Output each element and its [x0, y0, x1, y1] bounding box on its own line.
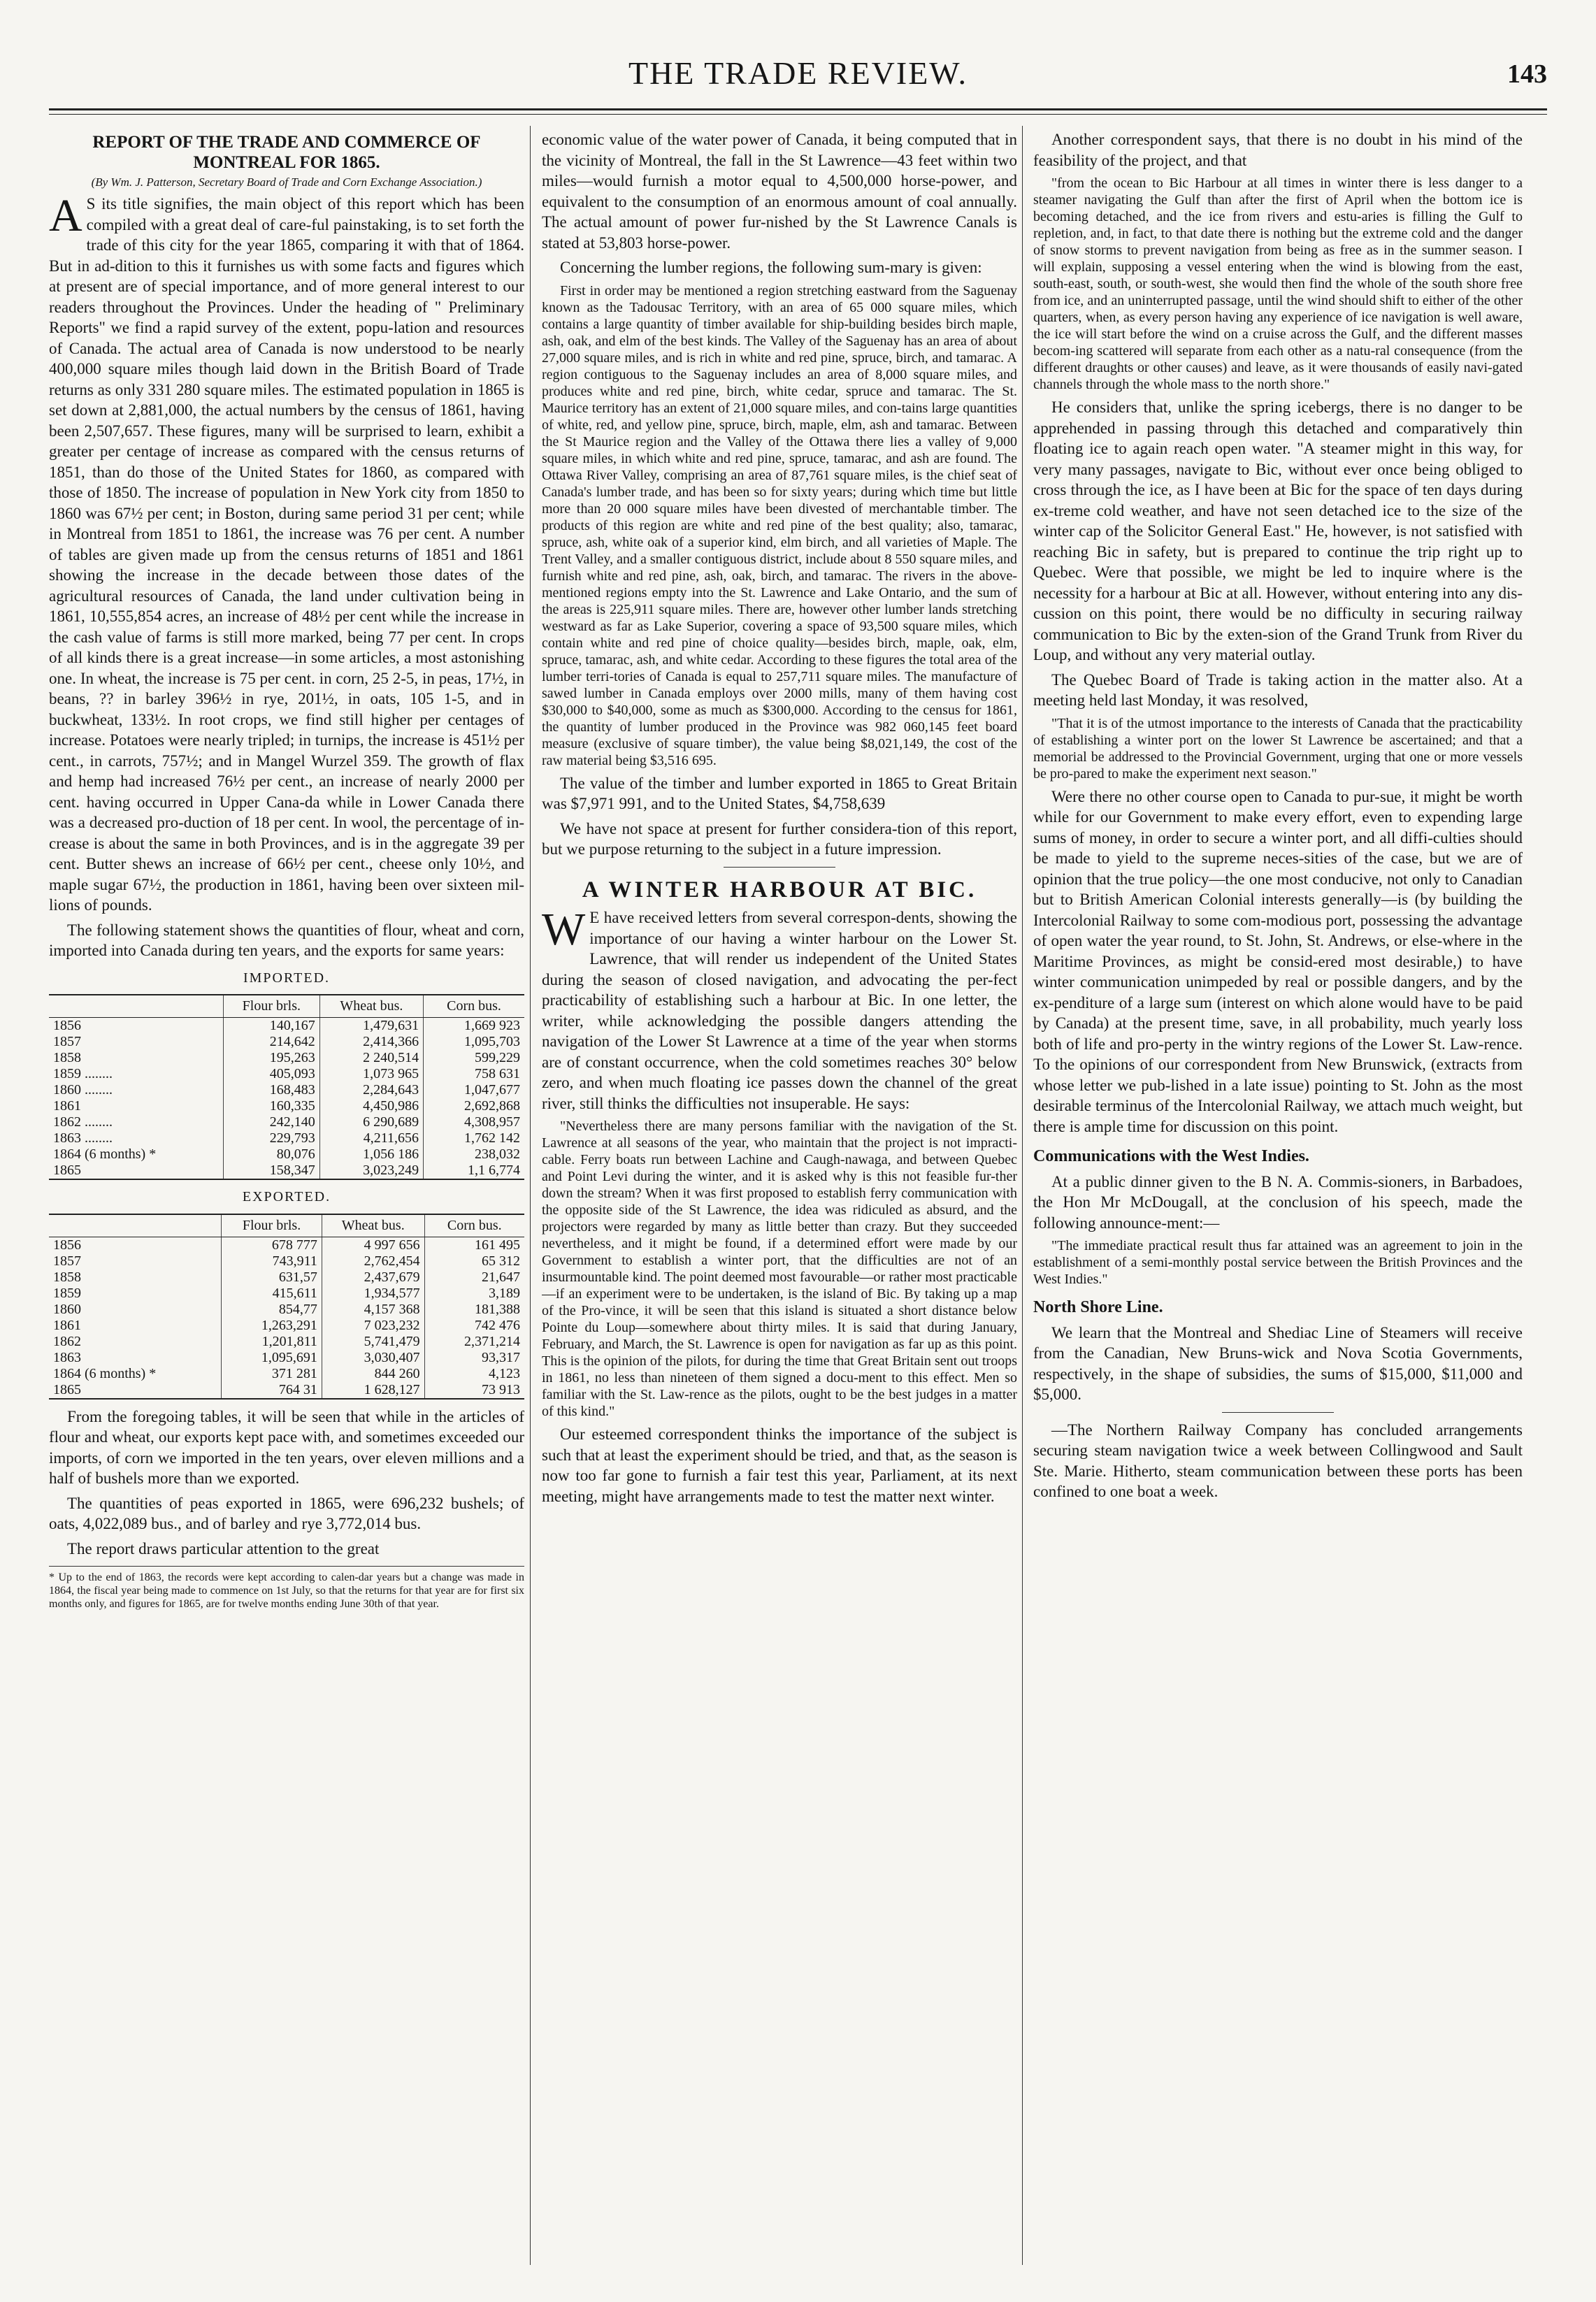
quoted-summary: First in order may be mentioned a region stretching eastward from the Saguenay known as the Tadousac Territory, with an area of 65 000 square miles, which contains a large quantity of timber available for ship-building besides birch maple, ash, oak, and elm of the best kinds. The Valley of the Saguenay has an area of about 27,000 square miles, and is rich in white and red pine, spruce, birch, and tamarac. A region contiguous to the Saguenay includes an area of 8,000 square miles, and produces white and red pine, birch, white cedar, spruce and tamarac. The St. Maurice territory has an extent of 21,000 square miles, and con-tains large quantities of white, red, and yellow pine, spruce, birch, maple, elm, ash and tamarac. Between the St Maurice region and the Valley of the Ottawa there lies a valley of 9,000 square miles, in which white and red pine, spruce, tamarac, and ash are found. The Ottawa River Valley, comprising an area of 87,761 square miles, is the chief seat of Canada's lumber trade, and has been so for sixty years; during which time but little more than 20 000 square miles have been divested of merchantable timber. The products of this region are white and red pine of the best quality; also, tamarac, spruce, ash, white oak of a superior kind, elm birch, and all varieties of Maple. The Trent Valley, and a smaller contiguous district, include about 8 550 square miles, and furnish white and red pine, ash, oak, birch, and tamarac. The rivers in the above-mentioned regions empty into the St. Lawrence and Lake Ontario, and the sum of the areas is 225,911 square miles. There are, however other lumber lands stretching westward as far as Lake Superior, covering a space of 93,500 square miles, which contain white and red pine of choice quality—besides birch, maple, oak, elm, spruce, tamarac, ash, and white cedar. According to these figures the total area of the lumber terri-tories of Canada is equal to 257,711 square miles. The manufacture of sawed lumber in Canada employs over 2000 mills, many of them having cost $30,000 to $40,000, some as much as $300,000. According to the census for 1861, the quantity of lumber produced in the Province was 982 060,145 feet board measure (exclusive of square timber), the value being $8,021,149, the cost of the raw material being $3,516 695.	[542, 282, 1017, 768]
table-cell: 1,762 142	[424, 1130, 524, 1146]
article-paragraph: The quantities of peas exported in 1865, were 696,232 bushels; of oats, 4,022,089 bus., and of barley and rye 3,772,014 bus.	[49, 1494, 524, 1532]
table-header: Wheat bus.	[319, 995, 423, 1018]
table-cell: 2,762,454	[322, 1253, 424, 1269]
table-row	[49, 1018, 524, 1035]
article-paragraph: —The Northern Railway Company has concluded arrangements securing steam navigation twice a week between Collingwood and Sault Ste. Marie. Hitherto, steam communication between these ports has been confined to one boat a week.	[1033, 1420, 1523, 1500]
table-cell: 4 997 656	[322, 1237, 424, 1253]
quoted-letter: "from the ocean to Bic Harbour at all times in winter there is less danger to a steamer navigating the Gulf than after the first of April when the bottom ice is becoming detached, and the ice from rivers and estu-aries is filling the Gulf to repletion, and, in fact, to that date there is nothing but the extreme cold and the danger of snow storms to prevent navigation from being as free as in the summer season. I will explain, supposing a vessel entering when the wind is blowing from the east, south-east, south, or south-west, she would then find the whole of the south shore free from ice, and an uninterrupted passage, until the wind should shift to either of the other quarters, when, as every person having any experience of ice navigation is well aware, the ice will start before the wind on a cruise across the Gulf, and the different masses becom-ing scattered will separate from each other as a natu-ral consequence (from the different draughts or other causes) and leave, as it were thousands of easily navi-gated channels through the whole mass to the north shore."	[1033, 175, 1523, 392]
header-rule	[49, 108, 1547, 110]
article-paragraph: Another correspondent says, that there is no doubt in his mind of the feasibility of the project, and that	[1033, 131, 1523, 169]
table-cell: 1,479,631	[319, 1018, 423, 1035]
table-cell: 2,437,679	[322, 1269, 424, 1286]
article-paragraph: W E have received letters from several correspon-dents, showing the importance of our having a winter harbour on the Lower St. Lawrence, that will render us independent of the United States during the season of closed navigation, and advocating the per-fect practicability of establishing such a harbour at Bic. In one letter, the writer, while acknowledging the possible dangers attending the navigation of the Lower St Lawrence at a time of the year when storms are of constant occurrence, when the cold sometimes reaches 30° below zero, and when much floating ice passes down the channel of the great river, still thinks the difficulties not insuperable. He says:	[542, 904, 1017, 1112]
table-cell: 1,095,691	[222, 1350, 322, 1366]
table-row	[49, 1114, 524, 1130]
table-row	[49, 1334, 524, 1350]
table-cell: 1,201,811	[222, 1334, 322, 1350]
section-rule	[1222, 1412, 1334, 1413]
table-cell: 158,347	[223, 1163, 319, 1179]
table-cell: 1865	[49, 1382, 222, 1399]
table-cell: 1859	[53, 1285, 81, 1301]
page-number: 143	[1507, 59, 1547, 89]
article-paragraph: We learn that the Montreal and Shediac Line of Steamers will receive from the Canadian, New Bruns-wick and Nova Scotia Governments, respectively, in the shape of subsidies, the sums of $15,000, $11,000 and $5,000.	[1033, 1323, 1523, 1403]
table-cell: 161 495	[424, 1237, 524, 1253]
table-cell: 3,030,407	[322, 1350, 424, 1366]
table-row	[49, 1163, 524, 1179]
table-cell: 6 290,689	[319, 1114, 423, 1130]
table-cell: 1860 ........	[53, 1082, 113, 1098]
article-paragraph: Concerning the lumber regions, the following sum-mary is given:	[560, 259, 982, 276]
table-row	[49, 1146, 524, 1163]
table-cell: 1863 ........	[53, 1130, 113, 1146]
table-cell: 1 628,127	[322, 1382, 424, 1399]
table-cell: 2,414,366	[319, 1034, 423, 1050]
table-cell: 4,308,957	[424, 1114, 524, 1130]
table-row	[49, 1366, 524, 1382]
table-row	[49, 1130, 524, 1146]
table-cell: 1858	[53, 1269, 81, 1285]
table-cell: 4,450,986	[319, 1098, 423, 1114]
table-header: Flour brls.	[223, 995, 319, 1018]
table-row	[49, 1286, 524, 1302]
table-cell: 181,388	[424, 1302, 524, 1318]
table-cell: 160,335	[223, 1098, 319, 1114]
article-paragraph: From the foregoing tables, it will be seen that while in the articles of flour and wheat, our exports kept pace with, and sometimes exceeded our imports, of corn we imported in the ten years, over eleven millions and a half of bushels more than we exported.	[49, 1407, 524, 1487]
section-heading: North Shore Line.	[1033, 1298, 1163, 1316]
table-cell: 3,189	[424, 1286, 524, 1302]
table-row	[49, 1302, 524, 1318]
resolution-quote: "That it is of the utmost importance to the interests of Canada that the practicability of establishing a winter port on the lower St Lawrence be ascertained; and that a memorial be addressed to the Provincial Government, urging that one or more vessels be pro-pared to make the experiment next season."	[1033, 715, 1523, 782]
table-header	[49, 1214, 222, 1237]
table-cell: 1856	[53, 1018, 81, 1033]
table-cell: 1,056 186	[319, 1146, 423, 1163]
table-cell: 631,57	[222, 1269, 322, 1286]
table-row	[49, 1066, 524, 1082]
article-paragraph: The following statement shows the quantities of flour, wheat and corn, imported into Canada during ten years, and the exports for same years:	[49, 921, 524, 959]
column-divider	[530, 126, 531, 2265]
quoted-announcement: "The immediate practical result thus far attained was an agreement to join in the establishment of a semi-monthly postal service between the British Provinces and the West Indies."	[1033, 1238, 1523, 1287]
table-cell: 80,076	[223, 1146, 319, 1163]
article-paragraph: economic value of the water power of Canada, it being computed that in the vicinity of Montreal, the fall in the St Lawrence—43 feet within two miles—would furnish a motor equal to 4,500,000 horse-power, and equivalent to the consumption of an enormous amount of coal annually. The actual amount of power fur-nished by the St Lawrence Canals is stated at 53,803 horse-power.	[542, 131, 1017, 252]
column-1	[49, 129, 524, 2268]
table-cell: 1864 (6 months) *	[53, 1146, 157, 1162]
table-cell: 1860	[53, 1301, 81, 1317]
table-cell: 1,669 923	[424, 1018, 524, 1035]
table-cell: 73 913	[424, 1382, 524, 1399]
table-cell: 1862 ........	[53, 1114, 113, 1130]
table-header: Wheat bus.	[322, 1214, 424, 1237]
table-row	[49, 1318, 524, 1334]
article-paragraph: The report draws particular attention to the great	[67, 1539, 380, 1558]
table-cell: 4,157 368	[322, 1302, 424, 1318]
table-cell: 1,095,703	[424, 1034, 524, 1050]
quoted-letter: "Nevertheless there are many persons familiar with the navigation of the St. Lawrence at all seasons of the year, who maintain that the project is not impracti-cable. Ferry boats run between Lachine and Caugh-nawaga, and between Quebec and Point Levi during the winter, and it is asked why is this not feasible fur-ther down the stream? When it was first proposed to establish ferry communication with the opposite side of the St Lawrence, the idea was ridiculed as absurd, and the projectors were regarded by many as little better than crazy. But they succeeded nevertheless, and it might be found, if a determined effort were made by our Government to establish a winter port, that the difficulties are not of an insurmountable kind. The point deemed most favourable—or rather most practicable—if an experiment were to be undertaken, is the island of Bic. By taking up a map of the Pro-vince, it will be seen that this island is situated a short distance below Pointe du Loup—somewhere about thirty miles. It is said that during January, February, and March, the St. Lawrence is open for navigation as far up as this point. This is the opinion of the pilots, for during the time that Great Britain sent out troops in 1861, no less than nineteen of them signed a docu-ment to this effect. Men so familiar with the St. Law-rence as the pilots, ought to be the best judges in a matter of this kind."	[542, 1118, 1017, 1419]
table-cell: 742 476	[424, 1318, 524, 1334]
running-title: THE TRADE REVIEW.	[628, 55, 968, 91]
table-cell: 4,211,656	[319, 1130, 423, 1146]
table-cell: 405,093	[223, 1066, 319, 1082]
table-cell: 238,032	[424, 1146, 524, 1163]
table-caption-imported: IMPORTED.	[243, 970, 331, 986]
table-cell: 764 31	[222, 1382, 322, 1399]
table-cell: 2,692,868	[424, 1098, 524, 1114]
article-paragraph: He considers that, unlike the spring icebergs, there is no danger to be apprehended in passing through this detached and comparatively thin floating ice to again reach open water. "A steamer might in this way, for very many passages, navigate to Bic, without ever once being obliged to cross through the ice, as I have been at Bic for the space of ten days during ex-treme cold weather, and have not seen detached ice to the size of the winter cap of the Solicitor General East." He, however, is not satisfied with reaching Bic in safety, but is prepared to continue the trip right up to Quebec. Were that possible, we might be led to inquire where is the necessity for a harbour at Bic at all. However, without entering into any dis-cussion on this point, there would be no difficulty in securing railway communication to Bic by the exten-sion of the Grand Trunk from River du Loup, and without any very material outlay.	[1033, 398, 1523, 663]
table-row	[49, 1034, 524, 1050]
table-row	[49, 1098, 524, 1114]
table-cell: 1,934,577	[322, 1286, 424, 1302]
table-cell: 854,77	[222, 1302, 322, 1318]
table-cell: 599,229	[424, 1050, 524, 1066]
table-row	[49, 1382, 524, 1399]
article-paragraph: We have not space at present for further considera-tion of this report, but we purpose returning to the subject in a future impression.	[542, 819, 1017, 858]
article-paragraph: The Quebec Board of Trade is taking action in the matter also. At a meeting held last Monday, it was resolved,	[1033, 670, 1523, 709]
page-header	[49, 55, 1547, 103]
table-cell: 758 631	[424, 1066, 524, 1082]
article-paragraph: Were there no other course open to Canada to pur-sue, it might be worth while for our Government to make every effort, even to expending large sums of money, in order to secure a winter port, and all diffi-culties should be made to yield to the supreme neces-sities of the case, but we are of opinion that the true policy—the one most conducive, not only to Canadian but to British American Colonial interests generally—is (by building the Intercolonial Railway to some com-modious port, possessing the advantage of open water the year round, to St. John, St. Andrews, or else-where in the Maritime Provinces, as might be consid-ered most desirable,) to have winter communication unimpeded by real or possible dangers, and by the ex-penditure of a large sum (interest on which alone would have to be paid by Canada) at the present time, save, in all probability, much yearly loss both of life and pro-perty in the wintry regions of the Lower St. Law-rence. To the opinions of our correspondent from New Brunswick, (extracts from whose letter we pub-lished in a late issue) pointing to St. John as the most desirable terminus of the Intercolonial Railway, we attach much weight, but there is ample time for discussion on this point.	[1033, 787, 1523, 1135]
article-paragraph: A S its title signifies, the main object of this report which has been compiled with a great deal of care-ful painstaking, is to set forth the trade of this city for the year 1865, comparing it with that of 1864. But in ad-dition to this it furnishes us with some facts and figures which at present are of special importance, and of more general interest to our readers throughout the Provinces. Under the heading of " Preliminary Reports" we find a rapid survey of the extent, popu-lation and resources of Canada. The actual area of Canada is now understood to be nearly 400,000 square miles though laid down in the British Board of Trade returns as only 331 280 square miles. The estimated population in 1865 is set down at 2,881,000, the actual numbers by the census of 1861, having been 2,507,657. These figures, many will be surprised to learn, exhibit a greater per centage of increase as compared with the census returns of 1851, than do those of the United States for 1860, as compared with those of 1850. The increase of population in New York city from 1850 to 1860 was 67½ per cent; in Boston, during same period 31 per cent; while in Montreal from 1851 to 1861, the increase was 76 per cent. A number of tables are given made up from the census returns of 1851 and 1861 showing the increase in the decade between those dates of the agricultural resources of Canada, the land under cultivation being in 1861, 10,555,854 acres, an increase of 48½ per cent while the increase in the cash value of farms is still more marked, being 77 per cent. In crops of all kinds there is a great increase—in some articles, a most astonishing one. In wheat, the increase is 75 per cent. in corn, 25 2-5, in peas, 17½, in beans, ?? in barley 396½ in rye, 201½, in oats, 105 1-5, and in buckwheat, 133½. In root crops, we find still higher per centages of increase. Potatoes were nearly tripled; in turnips, the increase is 451½ per cent., in carrots, 757½; and in Mangel Wurzel 359. The growth of flax and hemp had increased 76½ per cent., an increase of nearly 2000 per cent. having occurred in Upper Cana-da while in Lower Canada there was a decreased pro-duction of 18 per cent. In wool, the percentage of in-crease is about the same in both Provinces, and is in the aggregate 39 per cent. Butter shews an increase of 66½ per cent., cheese only 10½, and maple sugar 67½, the production in 1861, having been over sixteen mil-lions of pounds.	[49, 190, 524, 914]
column-2	[542, 129, 1017, 2268]
table-cell: 678 777	[222, 1237, 322, 1253]
table-cell: 1859 ........	[53, 1066, 113, 1081]
article-paragraph: At a public dinner given to the B N. A. Commis-sioners, in Barbadoes, the Hon Mr McDougall, at the conclusion of his speech, made the following announce-ment:—	[1033, 1172, 1523, 1232]
table-header: Flour brls.	[222, 1214, 322, 1237]
table-cell: 2,284,643	[319, 1082, 423, 1098]
table-cell: 1856	[53, 1237, 81, 1253]
article-heading: A WINTER HARBOUR AT BIC.	[582, 877, 977, 902]
exported-table	[49, 1214, 524, 1400]
table-cell: 4,123	[424, 1366, 524, 1382]
table-row	[49, 1269, 524, 1286]
table-header: Corn bus.	[424, 995, 524, 1018]
table-cell: 1857	[53, 1034, 81, 1049]
table-cell: 1861	[53, 1317, 81, 1333]
table-cell: 1858	[53, 1050, 81, 1065]
table-cell: 65 312	[424, 1253, 524, 1269]
table-cell: 2,371,214	[424, 1334, 524, 1350]
table-cell: 195,263	[223, 1050, 319, 1066]
table-row	[49, 1050, 524, 1066]
table-cell: 1865	[49, 1163, 223, 1179]
table-cell: 1,263,291	[222, 1318, 322, 1334]
table-row	[49, 1237, 524, 1253]
section-heading: Communications with the West Indies.	[1033, 1147, 1309, 1165]
table-cell: 7 023,232	[322, 1318, 424, 1334]
column-divider	[1022, 126, 1023, 2265]
table-cell: 1,047,677	[424, 1082, 524, 1098]
table-cell: 1861	[53, 1098, 81, 1114]
table-cell: 1857	[53, 1253, 81, 1269]
header-rule-thin	[49, 114, 1547, 115]
table-cell: 93,317	[424, 1350, 524, 1366]
section-rule	[724, 867, 835, 868]
imported-table	[49, 994, 524, 1180]
table-cell: 5,741,479	[322, 1334, 424, 1350]
table-cell: 743,911	[222, 1253, 322, 1269]
table-cell: 1864 (6 months) *	[53, 1365, 157, 1381]
table-cell: 214,642	[223, 1034, 319, 1050]
table-cell: 1,073 965	[319, 1066, 423, 1082]
table-cell: 140,167	[223, 1018, 319, 1035]
table-row	[49, 1350, 524, 1366]
drop-cap: A	[49, 190, 82, 241]
table-cell: 242,140	[223, 1114, 319, 1130]
table-cell: 168,483	[223, 1082, 319, 1098]
table-cell: 2 240,514	[319, 1050, 423, 1066]
column-3	[1033, 129, 1523, 2268]
table-caption-exported: EXPORTED.	[242, 1189, 331, 1204]
article-heading: REPORT OF THE TRADE AND COMMERCE OF MONTREAL FOR 1865.	[92, 133, 481, 172]
table-cell: 415,611	[222, 1286, 322, 1302]
footnote: * Up to the end of 1863, the records were kept according to calen-dar years but a change was made in 1864, the fiscal year being made to commence on 1st July, so that the returns for that year are for first six months only, and figures for 1865, are for twelve months ending June 30th of that year.	[49, 1566, 524, 1611]
table-cell: 371 281	[222, 1366, 322, 1382]
article-byline: (By Wm. J. Patterson, Secretary Board of Trade and Corn Exchange Association.)	[91, 175, 482, 189]
table-row	[49, 1082, 524, 1098]
table-cell: 1863	[53, 1349, 81, 1365]
table-cell: 1862	[53, 1333, 81, 1349]
table-cell: 1,1 6,774	[424, 1163, 524, 1179]
table-cell: 21,647	[424, 1269, 524, 1286]
table-cell: 229,793	[223, 1130, 319, 1146]
drop-cap: W	[542, 904, 586, 955]
article-paragraph: Our esteemed correspondent thinks the importance of the subject is such that at least the experiment should be tried, and that, as the season is now too far gone to furnish a fair test this year, Parliament, at its next meeting, might have arrangements made to test the matter next winter.	[542, 1425, 1017, 1505]
table-cell: 844 260	[322, 1366, 424, 1382]
table-row	[49, 1253, 524, 1269]
table-header	[49, 995, 223, 1018]
table-header: Corn bus.	[424, 1214, 524, 1237]
table-cell: 3,023,249	[319, 1163, 423, 1179]
article-paragraph: The value of the timber and lumber exported in 1865 to Great Britain was $7,971 991, and to the United States, $4,758,639	[542, 774, 1017, 812]
